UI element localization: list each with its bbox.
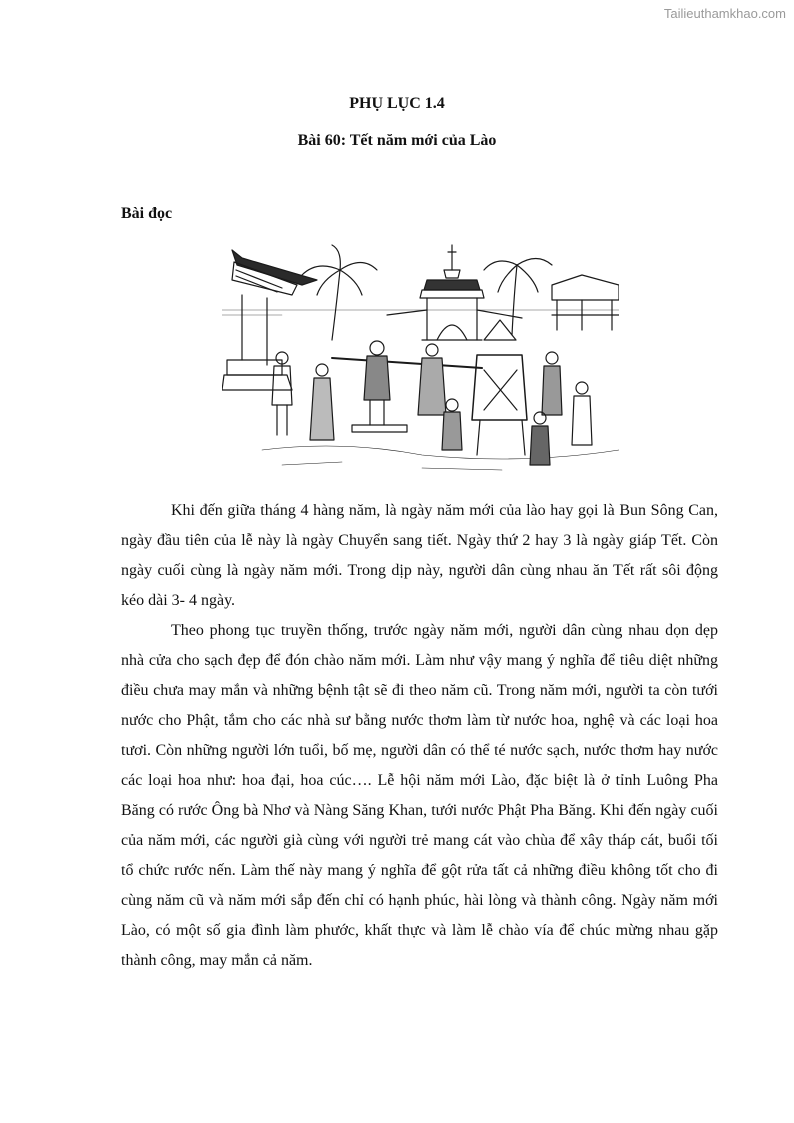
ground-lines bbox=[262, 446, 619, 470]
festival-people bbox=[272, 320, 592, 465]
temple-gate bbox=[387, 245, 522, 340]
body-text bbox=[121, 496, 718, 976]
appendix-heading: PHỤ LỤC 1.4 bbox=[349, 95, 445, 112]
watermark: Tailieuthamkhao.com bbox=[663, 6, 786, 21]
house-right bbox=[552, 275, 619, 330]
procession-pole bbox=[332, 358, 482, 368]
temple-roof bbox=[222, 250, 317, 390]
lesson-title: Bài 60: Tết năm mới của Lào bbox=[297, 132, 497, 149]
paragraph: Khi đến giữa tháng 4 hàng năm, là ngày năm mới của lào hay gọi là Bun Sông Can, ngày đầu tiên của lễ này là ngày Chuyển sang tiết. Ngày thứ 2 hay 3 là ngày giáp Tết. Còn ngày cuối cùng là ngày năm mới. Trong dịp này, người dân cùng nhau ăn Tết rất sôi động kéo dài 3- 4 ngày. bbox=[121, 502, 718, 609]
section-label: Bài đọc bbox=[121, 205, 173, 222]
lao-new-year-festival-illustration bbox=[222, 240, 619, 480]
paragraph: Theo phong tục truyền thống, trước ngày năm mới, người dân cùng nhau dọn dẹp nhà cửa cho sạch đẹp để đón chào năm mới. Làm như vậy mang ý nghĩa để tiêu diệt những điều chưa may mắn và những bệnh tật sẽ đi theo năm cũ. Trong năm mới, người ta còn tưới nước cho Phật, tắm cho các nhà sư bằng nước thơm làm từ nước hoa, nghệ và các loại hoa tươi. Còn những người lớn tuổi, bố mẹ, người dân có thể té nước sạch, nước thơm hay nước các loại hoa như: hoa đại, hoa cúc…. Lễ hội năm mới Lào, đặc biệt là ở tỉnh Luông Pha Băng có rước Ông bà Nhơ và Nàng Săng Khan, tưới nước Phật Pha Băng. Khi đến ngày cuối của năm mới, các người già cùng với người trẻ mang cát vào chùa để xây tháp cát, buổi tối tổ chức rước nến. Làm thế này mang ý nghĩa để gột rửa tất cả những điều không tốt cho đi cùng năm cũ và năm mới sắp đến chỉ có hạnh phúc, hài lòng và thành công. Ngày năm mới Lào, có một số gia đình làm phước, khất thực và làm lễ chào vía để chúc mừng nhau gặp thành công, may mắn cả năm. bbox=[121, 622, 718, 969]
